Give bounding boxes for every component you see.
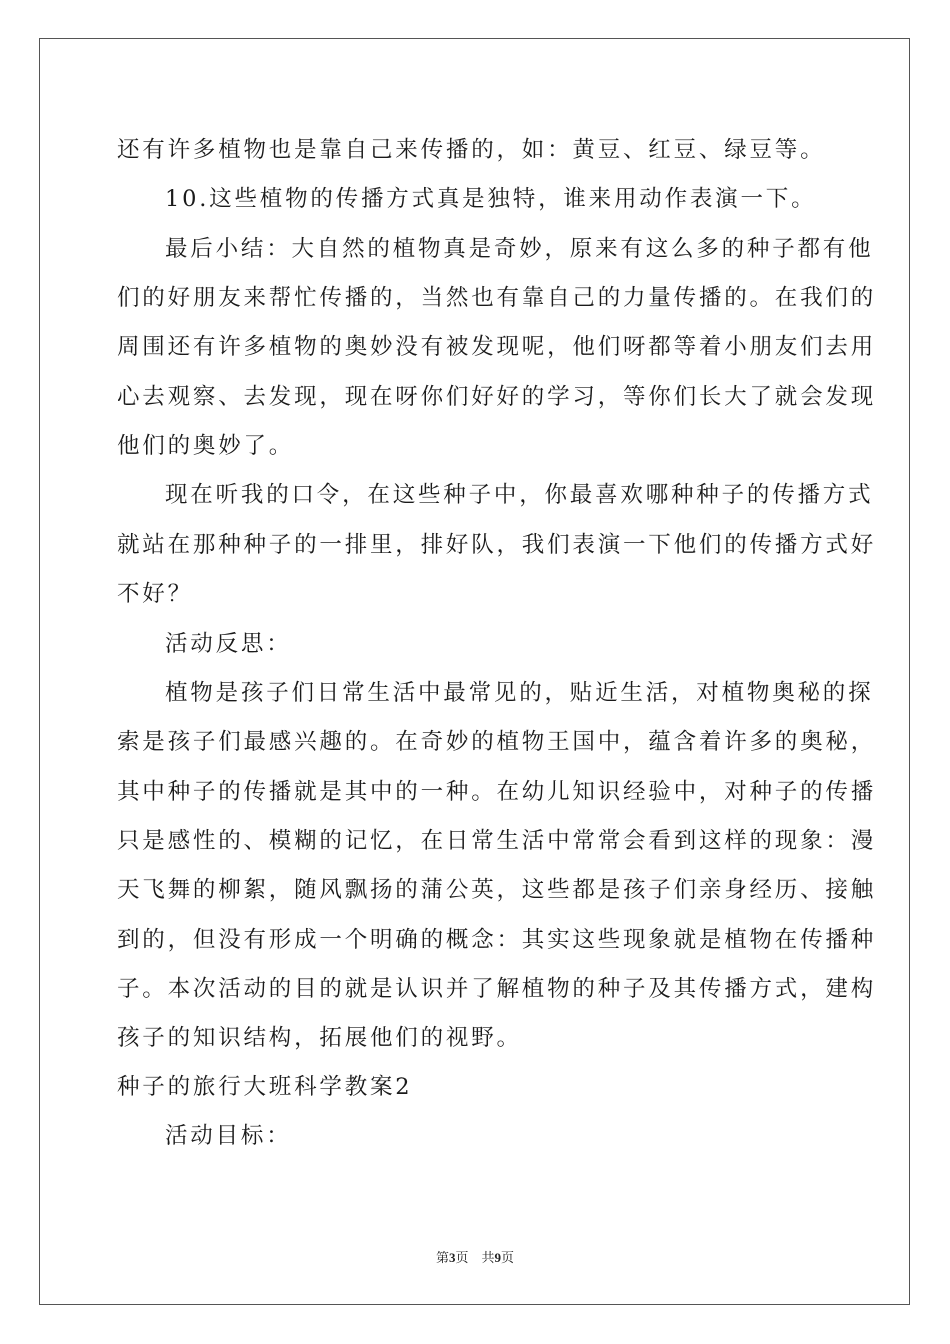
text-line: 孩子的知识结构，拓展他们的视野。 (117, 1025, 522, 1051)
section-title: 种子的旅行大班科学教案2 (117, 1074, 413, 1100)
section-label: 活动反思： (165, 631, 292, 657)
text-line: 最后小结：大自然的植物真是奇妙，原来有这么多的种子都有他 (165, 236, 874, 262)
text-line: 周围还有许多植物的奥妙没有被发现呢，他们呀都等着小朋友们去用 (117, 334, 877, 360)
text-line: 们的好朋友来帮忙传播的，当然也有靠自己的力量传播的。在我们的 (117, 285, 877, 311)
footer-suffix: 页 (501, 1251, 515, 1266)
text-line: 到的，但没有形成一个明确的概念：其实这些现象就是植物在传播种 (117, 927, 877, 953)
page-footer (0, 1247, 950, 1266)
text-line: 索是孩子们最感兴趣的。在奇妙的植物王国中，蕴含着许多的奥秘， (117, 729, 877, 755)
section-label: 活动目标： (165, 1123, 292, 1149)
page-number: 3 (448, 1250, 456, 1265)
footer-mid: 页 共 (455, 1251, 495, 1266)
text-line: 不好？ (117, 581, 193, 607)
text-line: 只是感性的、模糊的记忆，在日常生活中常常会看到这样的现象：漫 (117, 828, 877, 854)
text-line: 还有许多植物也是靠自己来传播的，如：黄豆、红豆、绿豆等。 (117, 137, 826, 163)
text-line: 心去观察、去发现，现在呀你们好好的学习，等你们长大了就会发现 (117, 384, 877, 410)
text-line: 植物是孩子们日常生活中最常见的，贴近生活，对植物奥秘的探 (165, 680, 874, 706)
text-line: 其中种子的传播就是其中的一种。在幼儿知识经验中，对种子的传播 (117, 779, 877, 805)
text-line: 就站在那种种子的一排里，排好队，我们表演一下他们的传播方式好 (117, 532, 877, 558)
text-line: 他们的奥妙了。 (117, 433, 295, 459)
text-line: 现在听我的口令，在这些种子中，你最喜欢哪种种子的传播方式 (165, 482, 874, 508)
footer-prefix: 第 (435, 1251, 449, 1266)
text-line: 子。本次活动的目的就是认识并了解植物的种子及其传播方式，建构 (117, 976, 877, 1002)
text-line: 10.这些植物的传播方式真是独特，谁来用动作表演一下。 (165, 186, 817, 212)
page-total: 9 (494, 1250, 501, 1265)
text-line: 天飞舞的柳絮，随风飘扬的蒲公英，这些都是孩子们亲身经历、接触 (117, 877, 877, 903)
